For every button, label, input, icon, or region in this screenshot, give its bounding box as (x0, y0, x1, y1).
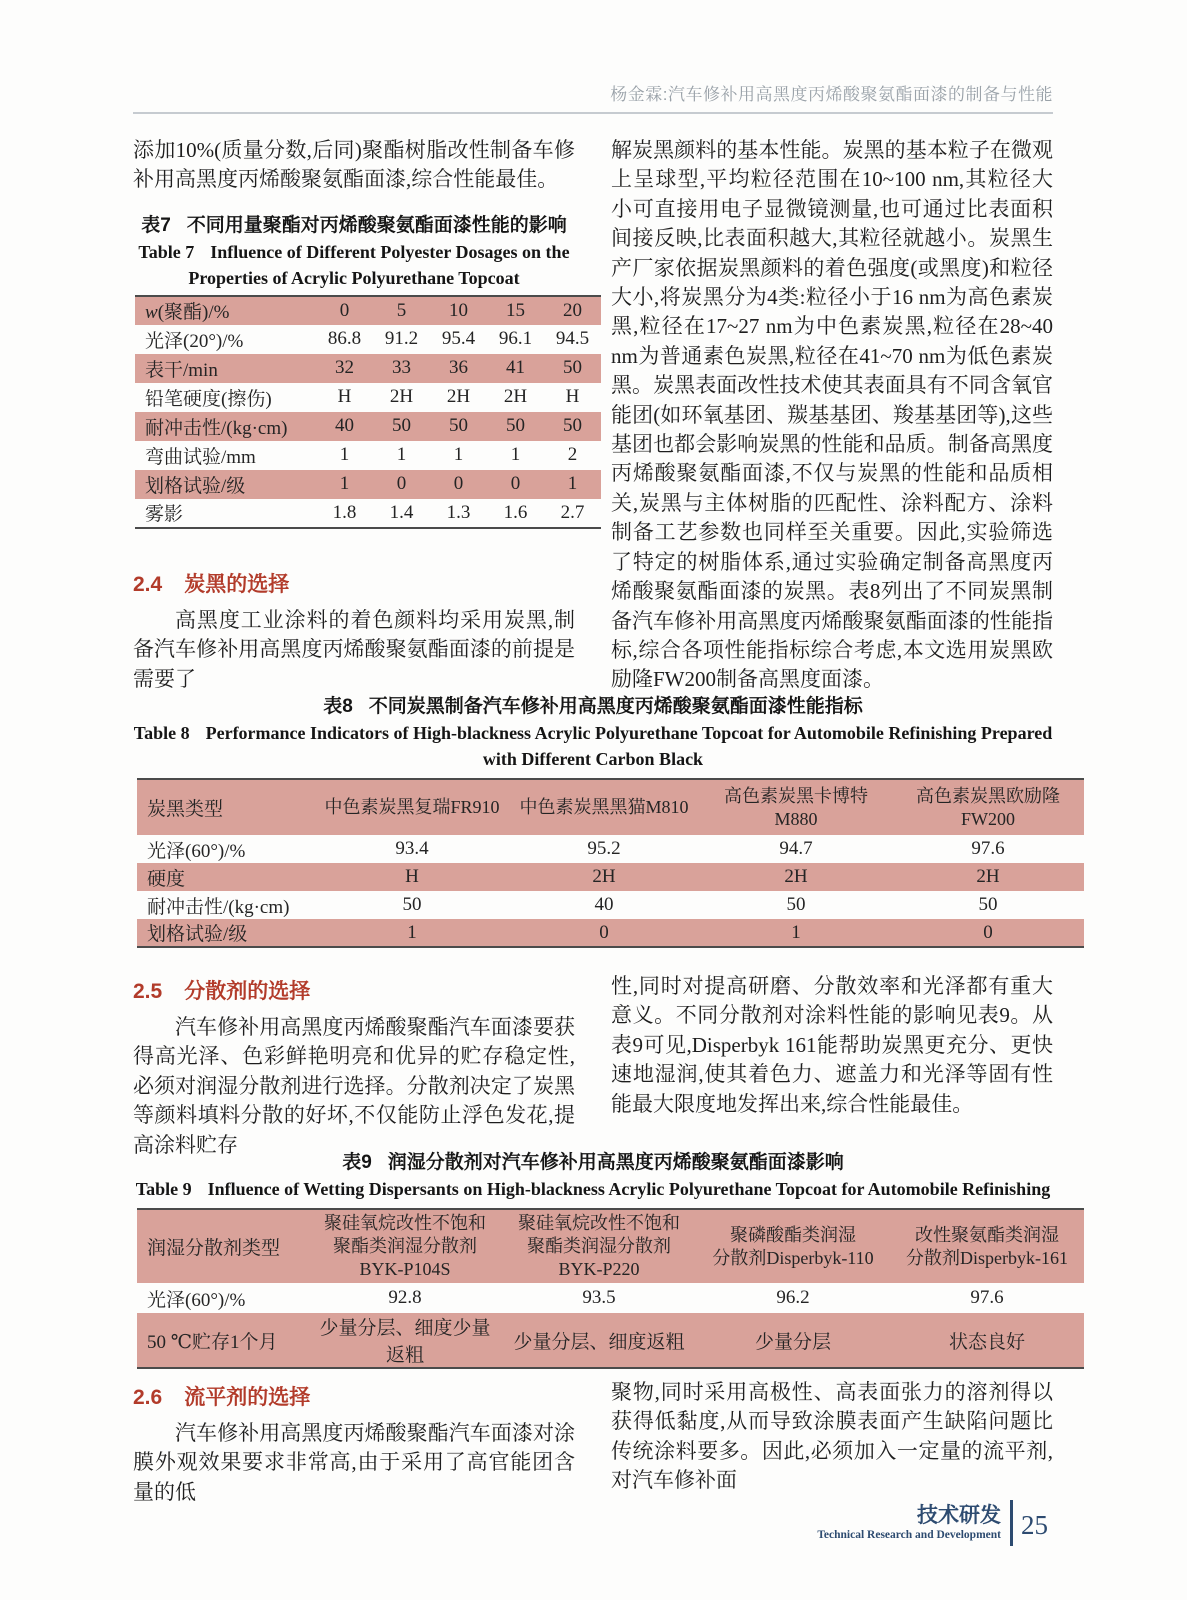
row-label-cell: 雾影 (145, 504, 184, 526)
table9-caption-en: Influence of Wetting Dispersants on High-blackness Acrylic Polyurethane Topcoat for Automobile Refinishing (207, 1179, 1051, 1199)
page-footer (817, 1500, 1048, 1546)
section-title: 炭黑的选择 (184, 572, 290, 596)
value-cell: 1 (339, 473, 350, 495)
header-line: 高色素炭黑欧励隆 (916, 785, 1060, 806)
table9-title-en (133, 1176, 1053, 1202)
header-line: 分散剂Disperbyk-161 (906, 1247, 1068, 1268)
value-cell: 50 (449, 415, 468, 437)
right-column-2-6 (611, 1378, 1053, 1507)
footer-section-label (817, 1504, 1001, 1543)
table9-number-zh: 表9 (342, 1152, 372, 1173)
value-cell: 少量分层、细度返粗 (513, 1331, 685, 1353)
value-cell: 50 (978, 894, 998, 915)
value-cell: 93.4 (395, 838, 429, 859)
header-line: 聚酯类润湿分散剂 (333, 1236, 477, 1256)
header-line: BYK-P220 (558, 1259, 640, 1279)
value-cell: 50 (506, 415, 525, 437)
value-cell: 32 (335, 357, 354, 379)
table8-caption-en: Performance Indicators of High-blackness Acrylic Polyurethane Topcoat for Automobile Refinishing Prepared (205, 723, 1053, 743)
table-row (137, 1283, 1084, 1313)
paragraph-2-5-right: 性,同时对提高研磨、分散效率和光泽都有重大意义。不同分散剂对涂料性能的影响见表9。从表9可见,Disperbyk 161能帮助炭黑更充分、更快速地湿润,使其着色力、遮盖力和光泽等固有性能最大限度地发挥出来,综合性能最佳。 (611, 974, 1053, 1116)
value-cell: 86.8 (327, 328, 362, 350)
value-cell: 1 (339, 444, 350, 466)
value-cell: 0 (599, 921, 609, 943)
value-cell: 少量分层 (754, 1331, 831, 1353)
value-cell: 50 (563, 357, 582, 379)
table8 (137, 778, 1084, 948)
section-number: 2.5 (133, 980, 163, 1003)
value-cell: 0 (339, 299, 350, 321)
column-header-cell (502, 1209, 696, 1283)
table9-block (133, 1150, 1068, 1369)
table-row (135, 470, 601, 499)
value-cell: H (565, 386, 580, 408)
value-cell: 1 (567, 473, 578, 495)
row-label-cell: 弯曲试验/mm (145, 446, 256, 468)
header-line: 聚硅氧烷改性不饱和 (324, 1213, 486, 1233)
value-cell: 1 (453, 444, 464, 466)
row-label-rest: (聚酯)/% (157, 302, 230, 324)
section-heading-2-6 (133, 1384, 575, 1412)
column-header-cell: 中色素炭黑复瑞FR910 (324, 797, 500, 817)
header-line: BYK-P104S (359, 1259, 451, 1279)
header-line: 聚酯类润湿分散剂 (527, 1236, 671, 1256)
row-label-cell: 表干/min (145, 359, 218, 381)
value-cell: 97.6 (971, 838, 1005, 859)
table-row (135, 499, 601, 528)
table7-title-en-line2: Properties of Acrylic Polyurethane Topcoat (188, 267, 520, 288)
value-cell: 96.1 (498, 328, 533, 350)
header-line: 聚硅氧烷改性不饱和 (518, 1213, 680, 1233)
row-label-cell: 光泽(60°)/% (147, 840, 246, 862)
row-label-cell: 划格试验/级 (145, 475, 246, 497)
section-number: 2.4 (133, 572, 163, 596)
table8-title-en-line2: with Different Carbon Black (482, 749, 704, 769)
header-line: 聚磷酸酯类润湿 (730, 1224, 856, 1245)
value-cell: 95.2 (587, 838, 621, 859)
table-row (137, 1313, 1084, 1368)
value-cell: 1.6 (503, 501, 528, 523)
value-cell: H (405, 866, 419, 887)
table9-title-zh (133, 1150, 1053, 1176)
table9-number-en: Table 9 (135, 1179, 192, 1199)
table-row (135, 354, 601, 383)
table8-number-en: Table 8 (133, 723, 190, 743)
row-label-cell: 划格试验/级 (147, 924, 248, 945)
paragraph-2-5-left: 汽车修补用高黑度丙烯酸聚酯汽车面漆要获得高光泽、色彩鲜艳明亮和优异的贮存稳定性,必须对润湿分散剂进行选择。分散剂决定了炭黑等颜料填料分散的好坏,不仅能防止浮色发花,提高涂料贮存 (133, 1015, 575, 1157)
table-row (135, 325, 601, 354)
table7-caption-en: Influence of Different Polyester Dosages on the (210, 241, 570, 262)
section-title: 流平剂的选择 (184, 1386, 311, 1409)
row-label-cell: 耐冲击性/(kg·cm) (147, 896, 290, 918)
value-cell: 40 (335, 415, 354, 437)
table-row (135, 296, 601, 325)
section-heading-2-4 (133, 571, 575, 599)
table7-title-zh (133, 213, 575, 239)
value-cell: 0 (453, 473, 464, 495)
header-line: 高色素炭黑卡博特 (724, 785, 868, 806)
row-label-cell: 光泽(20°)/% (145, 330, 244, 352)
header-line: FW200 (961, 808, 1015, 829)
row-label-cell: 硬度 (147, 868, 186, 890)
value-cell: 2H (976, 866, 1000, 887)
value-cell: 50 (563, 415, 582, 437)
value-cell: 33 (392, 357, 411, 379)
value-cell: 1.3 (446, 501, 471, 523)
value-cell: 92.8 (388, 1287, 422, 1308)
table7-title-en-line1 (133, 239, 575, 265)
value-cell: 5 (396, 299, 407, 321)
value-cell: 1 (791, 921, 801, 943)
table-row (137, 863, 1084, 891)
value-cell: 0 (983, 921, 993, 943)
value-cell: 2H (503, 386, 528, 408)
value-cell: 2H (446, 386, 471, 408)
row-label-cell: 耐冲击性/(kg·cm) (145, 417, 288, 439)
header-line: 改性聚氨酯类润湿 (915, 1224, 1059, 1245)
column-header-cell (700, 779, 892, 835)
table7-number-zh: 表7 (141, 214, 171, 236)
row-label-cell: 50 ℃贮存1个月 (147, 1331, 278, 1353)
table8-title-en-line1 (133, 720, 1053, 746)
value-cell: 97.6 (970, 1287, 1004, 1308)
section-title: 分散剂的选择 (184, 980, 311, 1003)
value-cell: 20 (563, 299, 582, 321)
table8-block (133, 694, 1060, 948)
column-header-cell (892, 779, 1084, 835)
footer-divider-bar (1010, 1500, 1013, 1546)
header-line: 分散剂Disperbyk-110 (712, 1247, 874, 1268)
value-cell: 0 (396, 473, 407, 495)
value-cell: 2H (784, 866, 808, 887)
paragraph-2-6-left: 汽车修补用高黑度丙烯酸聚酯汽车面漆对涂膜外观效果要求非常高,由于采用了高官能团含量的低 (133, 1421, 575, 1504)
left-column-top (133, 136, 590, 695)
value-cell: 50 (392, 415, 411, 437)
table-row (135, 412, 601, 441)
column-header-cell: 中色素炭黑黑猫M810 (519, 797, 689, 817)
footer-section-label-en: Technical Research and Development (817, 1528, 1001, 1541)
row-label-cell: 光泽(60°)/% (147, 1289, 246, 1311)
table-row (135, 441, 601, 470)
row-label-italic: w (145, 302, 158, 324)
table7-caption-zh: 不同用量聚酯对丙烯酸聚氨酯面漆性能的影响 (186, 214, 567, 236)
table9 (137, 1208, 1084, 1369)
table-header-row (137, 779, 1084, 835)
row-label-cell: 铅笔硬度(擦伤) (145, 388, 272, 410)
value-cell: 状态良好 (948, 1331, 1025, 1353)
value-cell: 1.4 (389, 501, 414, 523)
column-header-cell: 润湿分散剂类型 (147, 1238, 281, 1259)
table8-title-zh (133, 694, 1053, 720)
paragraph-carbon-black: 解炭黑颜料的基本性能。炭黑的基本粒子在微观上呈球型,平均粒径范围在10~100 nm,其粒径大小可直接用电子显微镜测量,也可通过比表面积间接反映,比表面积越大,其粒径就越小。炭黑生产厂家依据炭黑颜料的着色强度(或黑度)和粒径大小,将炭黑分为4类:粒径小于16 nm为高色素炭黑,粒径在17~27 nm为中色素炭黑,粒径在28~40 nm为普通素色炭黑,粒径在41~70 nm为低色素炭黑。炭黑表面改性技术使其表面具有不同含氧官能团(如环氧基团、羰基基团、羧基基团等),这些基团也都会影响炭黑的性能和品质。制备高黑度丙烯酸聚氨酯面漆,不仅与炭黑的性能和品质相关,炭黑与主体树脂的匹配性、涂料配方、涂料制备工艺参数也同样至关重要。因此,实验筛选了特定的树脂体系,通过实验确定制备高黑度丙烯酸聚氨酯面漆的炭黑。表8列出了不同炭黑制备汽车修补用高黑度丙烯酸聚氨酯面漆的性能指标,综合各项性能指标综合考虑,本文选用炭黑欧励隆FW200制备高黑度面漆。 (611, 138, 1053, 692)
value-cell: 15 (506, 299, 525, 321)
table-row (137, 835, 1084, 863)
table7 (135, 295, 601, 529)
value-cell: 50 (402, 894, 422, 915)
value-cell: 少量分层、细度少量返粗 (319, 1318, 491, 1366)
value-cell: 36 (449, 357, 468, 379)
value-cell: 94.5 (555, 328, 590, 350)
top-columns (133, 136, 1053, 695)
left-column-2-5 (133, 972, 575, 1160)
paragraph-intro: 添加10%(质量分数,后同)聚酯树脂改性制备车修补用高黑度丙烯酸聚氨酯面漆,综合性能最佳。 (133, 138, 575, 192)
column-header-cell (308, 1209, 502, 1283)
left-column-2-6 (133, 1378, 575, 1507)
column-header-cell: 炭黑类型 (147, 799, 224, 820)
header-divider (133, 112, 1053, 114)
value-cell: 2H (389, 386, 414, 408)
value-cell: 2.7 (560, 501, 585, 523)
footer-section-label-zh: 技术研发 (917, 1503, 1001, 1527)
running-title: 杨金霖:汽车修补用高黑度丙烯酸聚氨酯面漆的制备与性能 (610, 85, 1053, 104)
value-cell: 1 (396, 444, 407, 466)
right-column-top (611, 136, 1053, 695)
table-row (137, 891, 1084, 919)
value-cell: H (337, 386, 352, 408)
page-number: 25 (1021, 1509, 1048, 1540)
value-cell: 0 (510, 473, 521, 495)
table-row (135, 383, 601, 412)
column-header-cell (890, 1209, 1084, 1283)
table-header-row (137, 1209, 1084, 1283)
value-cell: 95.4 (441, 328, 476, 350)
section-heading-2-5 (133, 978, 575, 1006)
table-row (137, 919, 1084, 947)
value-cell: 93.5 (582, 1287, 616, 1308)
paragraph-2-4: 高黑度工业涂料的着色颜料均采用炭黑,制备汽车修补用高黑度丙烯酸聚氨酯面漆的前提是需要了 (133, 607, 575, 691)
section-number: 2.6 (133, 1386, 163, 1409)
row-label-cell (135, 296, 316, 325)
value-cell: 40 (594, 894, 614, 915)
value-cell: 2H (592, 866, 616, 887)
value-cell: 91.2 (384, 328, 419, 350)
table9-caption-zh: 润湿分散剂对汽车修补用高黑度丙烯酸聚氨酯面漆影响 (387, 1152, 844, 1173)
value-cell: 1 (407, 921, 417, 943)
section-2-5-columns (133, 972, 1053, 1160)
paragraph-2-6-right: 聚物,同时采用高极性、高表面张力的溶剂得以获得低黏度,从而导致涂膜表面产生缺陷问题比传统涂料要多。因此,必须加入一定量的流平剂,对汽车修补面 (611, 1380, 1053, 1493)
value-cell: 1 (510, 444, 521, 466)
value-cell: 1.8 (332, 501, 357, 523)
table8-number-zh: 表8 (323, 696, 353, 717)
value-cell: 96.2 (776, 1287, 810, 1308)
header-line: M880 (774, 808, 818, 829)
table8-caption-zh: 不同炭黑制备汽车修补用高黑度丙烯酸聚氨酯面漆性能指标 (368, 696, 863, 717)
section-2-6-columns (133, 1378, 1053, 1507)
column-header-cell (696, 1209, 890, 1283)
value-cell: 50 (786, 894, 806, 915)
right-column-2-5 (611, 972, 1053, 1160)
value-cell: 94.7 (779, 838, 813, 859)
value-cell: 2 (567, 444, 578, 466)
table7-number-en: Table 7 (138, 241, 195, 262)
value-cell: 10 (449, 299, 468, 321)
value-cell: 41 (506, 357, 525, 379)
